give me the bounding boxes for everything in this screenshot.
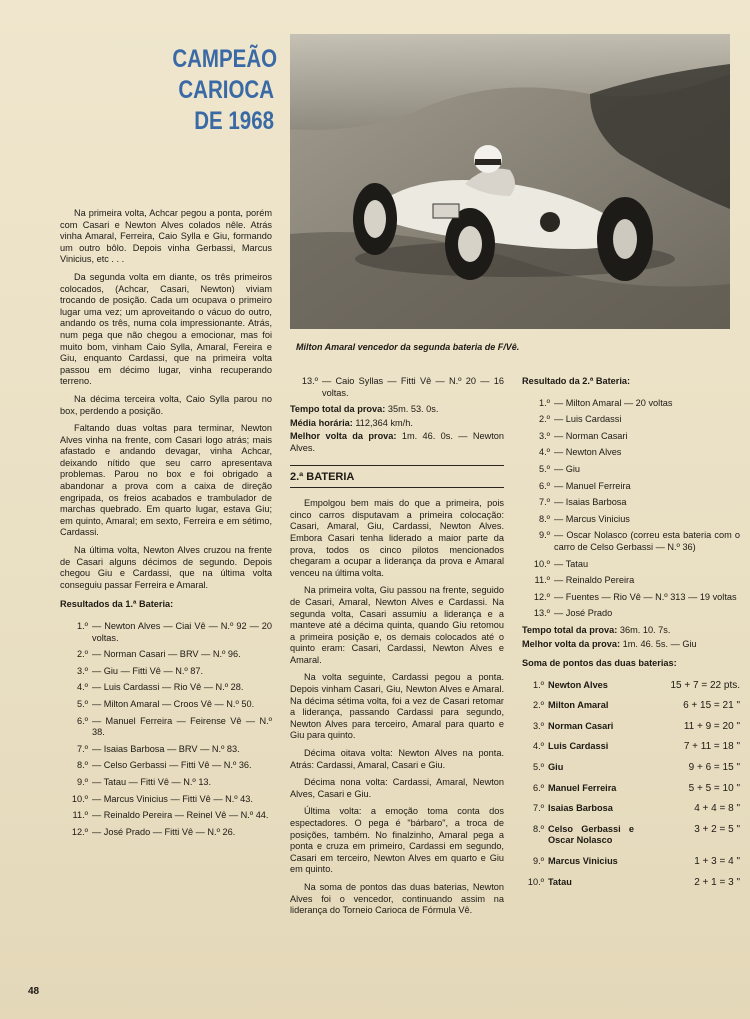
driver-name: Giu [548,762,564,773]
score: 2 + 1 = 3 " [694,876,740,888]
article-title [172,44,278,137]
list-item [522,608,740,620]
result-text: — Caio Syllas — Fitti Vê — N.º 20 — 16 voltas. [322,376,504,398]
result-text: — Reinaldo Pereira [554,575,635,586]
score: 11 + 9 = 20 " [683,720,740,732]
position: 5.º [538,463,550,474]
list-item [522,592,740,604]
list-item [522,514,740,526]
list-item [522,700,740,712]
list-item [522,783,740,795]
list-item [522,464,740,476]
position: 9.º [532,856,544,867]
photo-caption: Milton Amaral vencedor da segunda bateria de F/Vê. [296,342,520,352]
position: 8.º [532,823,544,834]
position: 8.º [538,513,550,524]
list-item [60,649,272,661]
result-text: — Newton Alves — Ciai Vê — N.º 92 — 20 voltas. [92,621,272,643]
position: 5.º [532,762,544,773]
result-text: — Fuentes — Rio Vê — N.º 313 — 19 voltas [554,591,737,602]
result-text: — Luis Cardassi — Rio Vê — N.º 28. [92,682,244,693]
result-text: — José Prado [554,608,613,619]
position: 12.º [71,826,88,837]
position: 7.º [76,743,88,754]
list-item [60,810,272,822]
position: 4.º [532,741,544,752]
list-item [60,760,272,772]
position: 4.º [76,682,88,693]
position: 13.º [301,376,318,386]
position: 13.º [533,608,550,619]
list-item [290,376,504,399]
position: 10.º [533,558,550,569]
results-list-1 [60,621,272,838]
driver-name: Tatau [548,876,572,887]
paragraph: Na última volta, Newton Alves cruzou na frente de Casari alguns décimos de segundo. Depois chegou Giu e Cardassi, que na última volta conseguiu passar Ferreira e Amaral. [60,545,272,590]
title-line: CARIOCA [178,76,274,104]
position: 3.º [76,665,88,676]
stat-line [522,625,740,637]
result-text: — Milton Amaral — Croos Vê — N.º 50. [92,698,255,709]
paragraph: Na primeira volta, Achcar pegou a ponta, porém com Casari e Newton Alves colados nêle. Atrás vinha Amaral, Ferreira, Caio Sylla e Giu, formando um outro bôlo. Depois vinha Gerbassi, Marcus Vinicius, etc . . . [60,208,272,265]
stat-line [290,404,504,416]
driver-name: Milton Amaral [548,700,609,711]
results-list-1-cont [290,376,504,399]
paragraph: Décima nona volta: Cardassi, Amaral, Newton Alves, Casari e Giu. [290,777,504,799]
result-text: — Marcus Vinicius [554,513,630,524]
score: 7 + 11 = 18 " [683,741,740,753]
list-item [522,497,740,509]
driver-name: Marcus Vinicius [548,856,618,867]
position: 6.º [538,480,550,491]
result-text: — Norman Casari — BRV — N.º 96. [92,649,241,660]
stat-value: 112,364 km/h. [355,417,413,428]
list-item [60,744,272,756]
position: 4.º [538,447,550,458]
result-text: — Giu [554,463,581,474]
list-item [522,803,740,815]
stat-label: Tempo total da prova: [522,624,618,635]
result-text: — Tatau — Fitti Vê — N.º 13. [92,776,212,787]
paragraph: Empolgou bem mais do que a primeira, pois cinco carros disputavam a primeira colocação: Casari, Amaral, Giu, Cardassi, Newton Alves. Embora Casari tenha liderado a maior parte da prova, todos os cinco pilotos mencionados chegaram a ocupar a liderança da prova e Amaral venceu na última volta. [290,498,504,578]
list-item [522,741,740,753]
position: 12.º [533,591,550,602]
position: 11.º [72,810,88,821]
list-item [60,682,272,694]
result-text: — José Prado — Fitti Vê — N.º 26. [92,826,236,837]
result-text: — Isaias Barbosa — BRV — N.º 83. [92,743,240,754]
position: 9.º [538,530,550,541]
score: 5 + 5 = 10 " [688,782,740,794]
driver-name: Celso Gerbassi e Oscar Nolasco [548,823,634,846]
driver-name: Manuel Ferreira [548,782,617,793]
column-1 [60,208,272,843]
position: 1.º [532,679,544,690]
title-line: CAMPEÃO [172,45,278,73]
list-item [60,827,272,839]
points-list [522,680,740,889]
stat-line [522,639,740,651]
list-item [522,824,740,847]
result-text: — Marcus Vinicius — Fitti Vê — N.º 43. [92,793,253,804]
list-item [522,530,740,553]
paragraph: Na décima terceira volta, Caio Sylla parou no box, perdendo a posição. [60,393,272,416]
result-text: — Manuel Ferreira — Feirense Vê — N.º 38. [92,715,272,738]
result-text: — Oscar Nolasco (correu esta bateria com o carro de Celso Gerbassi — N.º 36) [554,530,740,552]
list-item [60,794,272,806]
result-text: — Giu — Fitti Vê — N.º 87. [92,665,204,676]
stat-label: Melhor volta da prova: [522,638,621,649]
list-item [60,699,272,711]
result-text: — Tatau [554,558,589,569]
title-line: DE 1968 [194,107,274,135]
position: 7.º [538,497,550,508]
result-text: — Isaias Barbosa [554,497,627,508]
position: 6.º [76,715,88,726]
result-text: — Norman Casari [554,430,628,441]
stat-value: 1m. 46. 5s. — Giu [622,638,697,649]
position: 3.º [532,720,544,731]
position: 10.º [71,793,88,804]
list-item [522,680,740,692]
result-text: — Milton Amaral — 20 voltas [554,397,673,408]
stat-label: Melhor volta da prova: [290,431,397,442]
race-car-illustration [290,34,730,329]
score: 1 + 3 = 4 " [694,856,740,868]
list-item [522,856,740,868]
list-item [522,575,740,587]
stat-label: Média horária: [290,417,353,428]
result-text: — Newton Alves [554,447,622,458]
position: 2.º [538,414,550,425]
stat-value: 1m. 46. 0s. — Newton Alves. [290,431,504,453]
list-item [522,414,740,426]
list-item [60,666,272,678]
position: 10.º [527,876,544,887]
race-car-photo [290,34,730,329]
driver-name: Luis Cardassi [548,741,609,752]
stat-line [290,431,504,454]
paragraph: Na volta seguinte, Cardassi pegou a ponta. Depois vinham Casari, Giu, Newton Alves e Amaral. Na décima sétima volta, foi a vez de Casari retomar a liderança, passando Cardassi para segundo, Newton Alves para terceiro, Amaral para quarto e Giu para quinto. [290,672,504,741]
list-item [522,762,740,774]
position: 2.º [532,700,544,711]
score: 9 + 6 = 15 " [688,762,740,774]
list-item [522,481,740,493]
position: 2.º [76,649,88,660]
list-item [522,877,740,889]
list-item [522,721,740,733]
list-item [60,777,272,789]
results-heading: Resultados da 1.ª Bateria: [60,599,174,610]
score: 6 + 15 = 21 " [683,700,740,712]
score: 4 + 4 = 8 " [694,803,740,815]
results-list-2 [522,398,740,620]
section-heading: 2.ª BATERIA [290,470,355,483]
result-text: — Celso Gerbassi — Fitti Vê — N.º 36. [92,760,252,771]
column-3 [522,376,740,897]
driver-name: Norman Casari [548,720,614,731]
result-text: — Luis Cardassi [554,414,622,425]
result-text: — Reinaldo Pereira — Reinel Vê — N.º 44. [92,810,269,821]
points-heading: Soma de pontos das duas baterias: [522,658,677,669]
paragraph: Na soma de pontos das duas baterias, Newton Alves foi o vencedor, continuando assim na liderança do Torneio Carioca de Fórmula Vê. [290,881,504,916]
results-heading: Resultado da 2.ª Bateria: [522,376,631,386]
list-item [522,559,740,571]
position: 5.º [76,698,88,709]
list-item [522,398,740,410]
list-item [522,431,740,443]
driver-name: Isaias Barbosa [548,803,613,814]
score: 15 + 7 = 22 pts. [670,679,740,691]
position: 11.º [534,575,550,586]
paragraph: Na primeira volta, Giu passou na frente, seguido de Casari, Amaral, Newton Alves e Cardassi. Na segunda volta, Casari assumiu a liderança e a manteve até a décima quinta, quando Giu retomou a primeira posição e, os demais colocados até o quinto eram: Casari, Cardassi, Newton Alves e Amaral. [290,585,504,665]
driver-name: Newton Alves [548,679,608,690]
column-2 [290,376,504,923]
page-number: 48 [28,986,40,997]
list-item [522,447,740,459]
position: 8.º [76,760,88,771]
paragraph: Da segunda volta em diante, os três primeiros colocados, (Achcar, Casari, Newton) viviam trocando de posição. Cada um ocupava o primeiro lugar uma vez; um aproveitando o vácuo do outro, andando os três, numa cola impressionante. Atrás, num pega que não chegou a emocionar, mas foi muito bom, vinham Caio Sylla, Amaral, Fereira e Giu, enquanto Cardassi, que na primeira volta passou em décimo lugar, vinha recuperando terreno. [60,271,272,387]
result-text: — Manuel Ferreira [554,480,631,491]
divider [290,465,504,466]
position: 7.º [532,803,544,814]
position: 6.º [532,782,544,793]
score: 3 + 2 = 5 " [694,823,740,835]
stat-value: 36m. 10. 7s. [619,624,671,635]
paragraph: Décima oitava volta: Newton Alves na ponta. Atrás: Cardassi, Amaral, Casari e Giu. [290,748,504,770]
position: 3.º [538,430,550,441]
stat-label: Tempo total da prova: [290,404,386,415]
stat-line [290,418,504,430]
position: 1.º [538,397,550,408]
list-item [60,716,272,739]
divider [290,487,504,488]
position: 1.º [76,621,88,631]
stat-value: 35m. 53. 0s. [387,404,439,415]
list-item [60,621,272,644]
position: 9.º [76,776,88,787]
paragraph: Faltando duas voltas para terminar, Newton Alves vinha na frente, com Casari logo atrás; mais afastado e andando devagar, vinha Achcar, deixando nítido que seu carro apresentava problemas. Parou no box e foi obrigado a abandonar a prova com a caixa de direção engripada, os freios acabados e trambulador de marchas quebrado. Em quarto lugar, estava Giu; em quinto, Amaral; em sexto, Ferreira e em sétimo, Cardassi. [60,423,272,538]
paragraph: Última volta: a emoção toma conta dos espectadores. O pega é "bárbaro", a troca de posições, também. No finalzinho, Amaral pega a ponta e cruza em primeiro, Cardassi em segundo, Casari em terceiro, Newton Alves em quarto e Giu em quinto. [290,806,504,875]
